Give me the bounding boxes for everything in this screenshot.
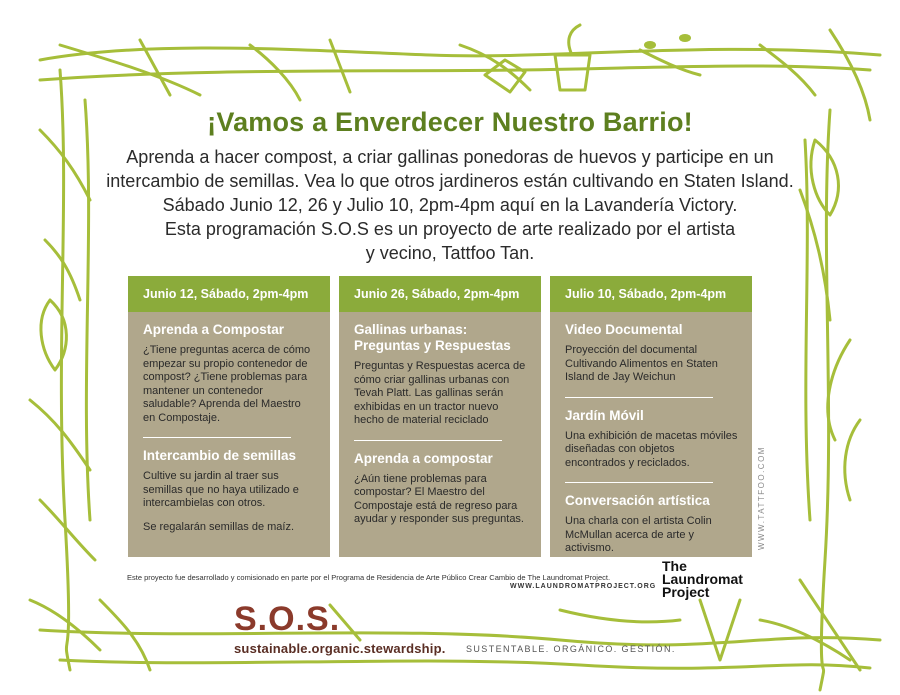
event-description: Una charla con el artista Colin McMullan acerca de arte y activismo. (565, 515, 712, 554)
intro-text (90, 145, 810, 265)
logo-line: Project (662, 584, 710, 600)
event-date-header: Julio 10, Sábado, 2pm-4pm (550, 276, 752, 312)
divider (354, 440, 502, 441)
event-date-header: Junio 12, Sábado, 2pm-4pm (128, 276, 330, 312)
event-title: Conversación artística (565, 493, 710, 508)
logo-line: Laundromat (662, 571, 743, 587)
event-description: Preguntas y Respuestas acerca de cómo criar gallinas urbanas con Tevah Platt. Las gallinas serán exhibidas en un tractor nuevo hecho de material reciclado (354, 360, 526, 426)
event-column-junio-12 (128, 276, 330, 557)
event-date-header: Junio 26, Sábado, 2pm-4pm (339, 276, 541, 312)
footer-credit-note: Este proyecto fue desarrollado y comisionado en parte por el Programa de Residencia de Arte Público Crear Cambio de The Laundromat Project. (127, 573, 611, 582)
intro-line: y vecino, Tattfoo Tan. (365, 243, 535, 263)
sos-tagline: sustainable.organic.stewardship. (234, 641, 446, 656)
tattfoo-url: WWW.TATTFOO.COM (757, 446, 766, 550)
sos-logo: S.O.S. (234, 600, 341, 638)
intro-line: Esta programación S.O.S es un proyecto de arte realizado por el artista (164, 219, 736, 239)
event-title: Gallinas urbanas: Preguntas y Respuestas (354, 322, 511, 353)
laundromat-project-url: WWW.LAUNDROMATPROJECT.ORG (510, 583, 657, 590)
event-description: ¿Tiene preguntas acerca de cómo empezar su propio contenedor de compost? ¿Tiene problemas para mantener un contenedor saludable? Aprenda del Maestro en Compostaje. (143, 344, 311, 424)
page-title: ¡Vamos a Enverdecer Nuestro Barrio! (207, 107, 693, 137)
event-title: Intercambio de semillas (143, 448, 297, 463)
divider (565, 482, 713, 483)
sos-tagline-spanish: SUSTENTABLE. ORGÁNICO. GESTIÓN. (466, 644, 676, 654)
event-title: Video Documental (565, 322, 683, 337)
event-description: ¿Aún tiene problemas para compostar? El Maestro del Compostaje está de regreso para ayudar y responder sus preguntas. (354, 472, 524, 525)
divider (565, 397, 713, 398)
event-column-junio-26 (339, 276, 541, 557)
laundromat-project-logo (662, 560, 743, 599)
event-title: Aprenda a Compostar (143, 322, 285, 337)
intro-line: Aprenda a hacer compost, a criar gallinas ponedoras de huevos y participe en un (126, 147, 774, 167)
divider (143, 437, 291, 438)
event-description: Cultive su jardin al traer sus semillas que no haya utilizado e intercambielas con otros. (143, 470, 299, 509)
event-description: Proyección del documental Cultivando Alimentos en Staten Island de Jay Weichun (565, 344, 718, 383)
event-title: Jardín Móvil (565, 407, 644, 423)
intro-line: Sábado Junio 12, 26 y Julio 10, 2pm-4pm aquí en la Lavandería Victory. (162, 195, 738, 215)
logo-line: The (662, 558, 687, 574)
event-description: Una exhibición de macetas móviles diseñadas con objetos encontrados y reciclados. (565, 429, 738, 469)
event-column-julio-10 (550, 276, 752, 557)
intro-line: intercambio de semillas. Vea lo que otros jardineros están cultivando en Staten Island. (106, 171, 794, 191)
event-title: Aprenda a compostar (354, 450, 493, 466)
event-note: Se regalarán semillas de maíz. (143, 520, 295, 533)
